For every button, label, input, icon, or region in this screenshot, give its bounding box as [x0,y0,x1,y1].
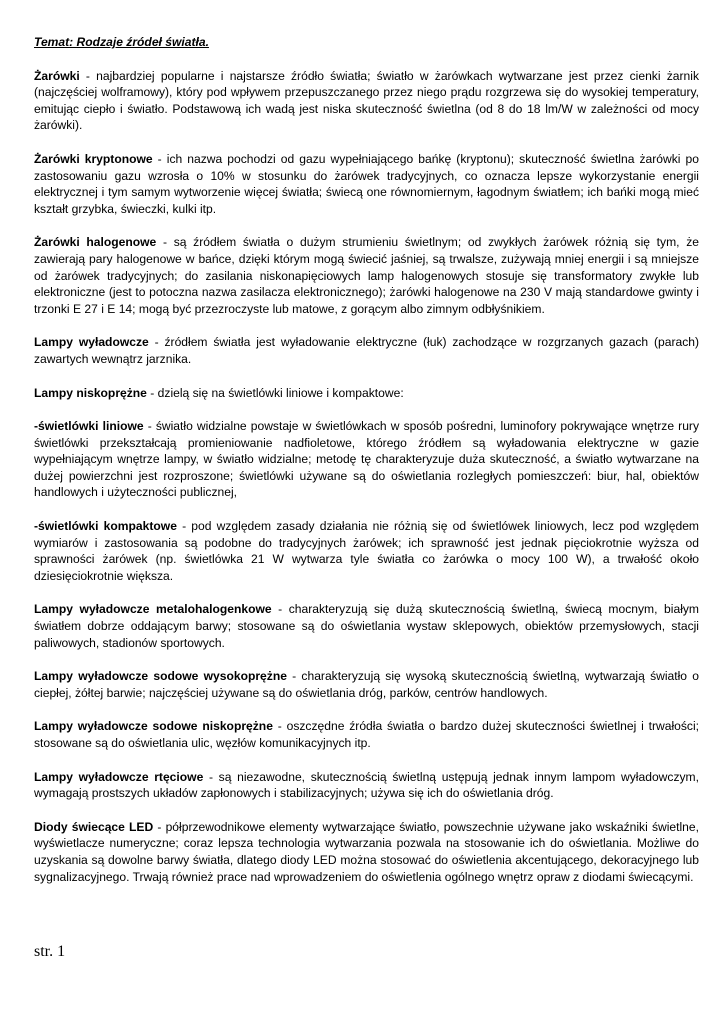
section-text: - światło widzialne powstaje w świetlówkach w sposób pośredni, luminofory pokrywające wnętrze rury świetlówki przekształcają promieniowanie nadfioletowe, którego źródłem są wyładowania elektryczne w gazie wypełniającym wnętrze lampy, w światło widzialne; metodę tę charakteryzuje duża skuteczność, a światło wytwarzane na dużej powierzchni jest rozproszone; świetlówki używane są do oświetlania rozległych pomieszczeń: biur, hal, obiektów handlowych i użyteczności publicznej, [34,419,699,500]
section-lampy-sodowe-wysokoprezne [34,668,699,701]
section-zarowki [34,68,699,134]
section-text: - pod względem zasady działania nie różnią się od świetlówek liniowych, lecz pod względem wymiarów i zastosowania są podobne do tradycyjnych żarówek; ich sprawność jest jednak pięciokrotnie wyższa od sprawności żarówek (np. świetlówka 21 W wytwarza tyle światła co żarówka o mocy 100 W), a trwałość około dziesięciokrotnie większa. [34,519,699,583]
section-lampy-sodowe-niskoprezne [34,718,699,751]
section-diody-led [34,819,699,885]
section-lampy-wyladowcze [34,334,699,367]
document-title: Temat: Rodzaje źródeł światła. [34,35,209,49]
section-zarowki-kryptonowe [34,151,699,217]
section-lampy-rteciowe [34,769,699,802]
section-text: - oszczędne źródła światła o bardzo dużej skuteczności świetlnej i trwałości; stosowane są do oświetlania ulic, węzłów komunikacyjnych itp. [34,719,700,750]
section-term: Diody świecące LED [34,819,154,834]
section-text: - są źródłem światła o dużym strumieniu świetlnym; od zwykłych żarówek różnią się tym, że zawierają pary halogenowe w bańce, dzięki którym mogą świecić jaśniej, są trwalsze, zużywają mniej energii i są mniejsze od żarówek tradycyjnych; do zasilania niskonapięciowych lamp halogenowych stosuje się transformatory zwykłe lub elektroniczne (jest to potoczna nazwa zasilacza elektronicznego); żarówki halogenowe na 230 V mają standardowe gwinty i trzonki E 27 i E 14; mogą być przezroczyste lub matowe, z gorącym albo zimnym odbłyśnikiem. [34,235,699,316]
section-term: Lampy wyładowcze sodowe wysokoprężne [34,669,287,684]
section-text: - charakteryzują się dużą skutecznością świetlną, świecą mocnym, białym światłem dobrze oddającym barwy; stosowane są do oświetlania wystaw sklepowych, obiektów przemysłowych, stacji paliwowych, stadionów sportowych. [34,602,699,650]
section-term: -świetlówki liniowe [34,419,144,434]
section-text: - są niezawodne, skutecznością świetlną ustępują jednak innym lampom wyładowczym, wymagają prostszych układów zapłonowych i stabilizacyjnych; używa się ich do oświetlania dróg. [34,769,699,801]
section-term: Lampy wyładowcze metalohalogenkowe [34,602,272,617]
section-text: - półprzewodnikowe elementy wytwarzające światło, powszechnie używane jako wskaźniki świetlne, wyświetlacze numeryczne; coraz lepsza technologia wytwarzania pozwala na stosowanie ich do oświetlania. Możliwe do uzyskania są dowolne barwy światła, dlatego diody LED można stosować do oświetlenia akcentującego, dekoracyjnego lub sygnalizacyjnego. Trwają również prace nad wprowadzeniem do oświetlenia ogólnego wnętrz opraw z diodami świecącymi. [34,819,699,884]
section-text: - najbardziej popularne i najstarsze źródło światła; światło w żarówkach wytwarzane jest przez cienki żarnik (najczęściej wolframowy), który pod wpływem przepuszczanego przez niego prądu rozgrzewa się do wysokiej temperatury, emitując ciepło i światło. Podstawową ich wadą jest niska skuteczność świetlna (od 8 do 18 lm/W w zależności od mocy żarówki). [34,68,699,133]
section-swietlowki-liniowe [34,418,699,501]
section-term: Żarówki kryptonowe [34,151,153,166]
section-lampy-metalohalogenkowe [34,601,699,651]
document-content [34,34,699,902]
section-term: Lampy wyładowcze [34,335,149,350]
section-text: - charakteryzują się wysoką skutecznością świetlną, wytwarzają światło o ciepłej, żółtej barwie; najczęściej używane są do oświetlania dróg, parków, centrów handlowych. [34,669,699,700]
section-lampy-niskoprezne [34,385,699,402]
section-term: Lampy wyładowcze sodowe niskoprężne [34,719,273,734]
section-term: Lampy niskoprężne [34,385,147,400]
section-term: -świetlówki kompaktowe [34,519,177,534]
section-swietlowki-kompaktowe [34,518,699,584]
page-number: str. 1 [34,943,66,960]
section-term: Żarówki [34,68,80,83]
section-zarowki-halogenowe [34,234,699,317]
section-term: Lampy wyładowcze rtęciowe [34,769,204,784]
section-text: - dzielą się na świetlówki liniowe i kompaktowe: [146,385,404,400]
section-text: - ich nazwa pochodzi od gazu wypełniającego bańkę (kryptonu); skuteczność świetlna żarówki po zastosowaniu gazu wzrosła o 10% w stosunku do żarówek tradycyjnych, co oznacza lepsze wykorzystanie energii elektrycznej i tym samym wytworzenie więcej światła; świecą one równomiernym, łagodnym światłem; ich bańki mogą mieć kształt grzybka, świeczki, kulki itp. [34,151,699,216]
section-term: Żarówki halogenowe [34,235,157,250]
section-text: - źródłem światła jest wyładowanie elektryczne (łuk) zachodzące w rozgrzanych gazach (parach) zawartych wewnątrz jarznika. [34,335,699,366]
